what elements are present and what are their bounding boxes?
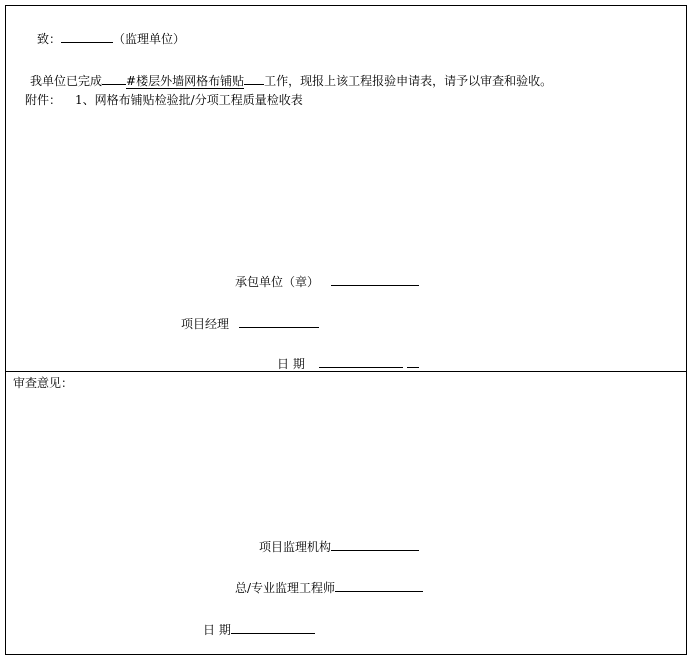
completion-blank-tail <box>244 72 264 85</box>
completion-statement <box>30 72 552 88</box>
supervision-org-label: 项目监理机构 <box>259 540 332 554</box>
supervising-engineer-blank[interactable] <box>335 579 423 592</box>
review-opinion-label: 审查意见： <box>13 376 74 390</box>
attachment-item: 1、网格布铺贴检验批/分项工程质量检收表 <box>75 93 303 107</box>
supervision-org-blank[interactable] <box>331 538 419 551</box>
attachment-label: 附件： <box>25 93 62 107</box>
contractor-unit-line <box>235 273 419 289</box>
review-date-blank[interactable] <box>231 621 315 634</box>
project-manager-label: 项目经理 <box>181 317 230 331</box>
to-label: 致： <box>37 32 62 46</box>
attachment-line <box>25 93 303 107</box>
contractor-date-label: 日 期 <box>277 357 305 371</box>
contractor-unit-blank[interactable] <box>331 273 419 286</box>
review-date-label: 日 期 <box>203 623 231 637</box>
project-manager-line <box>181 315 319 331</box>
supervision-unit-blank[interactable] <box>61 30 113 43</box>
contractor-date-blank[interactable] <box>319 355 403 368</box>
project-manager-blank[interactable] <box>239 315 319 328</box>
supervision-org-line <box>259 538 419 554</box>
addressee-line <box>37 30 185 46</box>
section-divider <box>5 371 687 372</box>
contractor-date-line <box>277 355 419 371</box>
contractor-unit-label: 承包单位（章） <box>235 275 320 289</box>
review-date-line <box>203 621 315 637</box>
completed-work: #楼层外墙网格布铺贴 <box>126 74 245 88</box>
completion-prefix: 我单位已完成 <box>30 74 103 88</box>
completion-suffix: 工作，现报上该工程报验申请表，请予以审查和验收。 <box>264 74 553 88</box>
contractor-date-blank-tail <box>407 355 419 368</box>
supervising-engineer-label: 总/专业监理工程师 <box>235 581 336 595</box>
completion-blank-lead <box>102 72 126 85</box>
supervising-engineer-line <box>235 579 423 595</box>
to-suffix: （监理单位） <box>113 32 186 46</box>
